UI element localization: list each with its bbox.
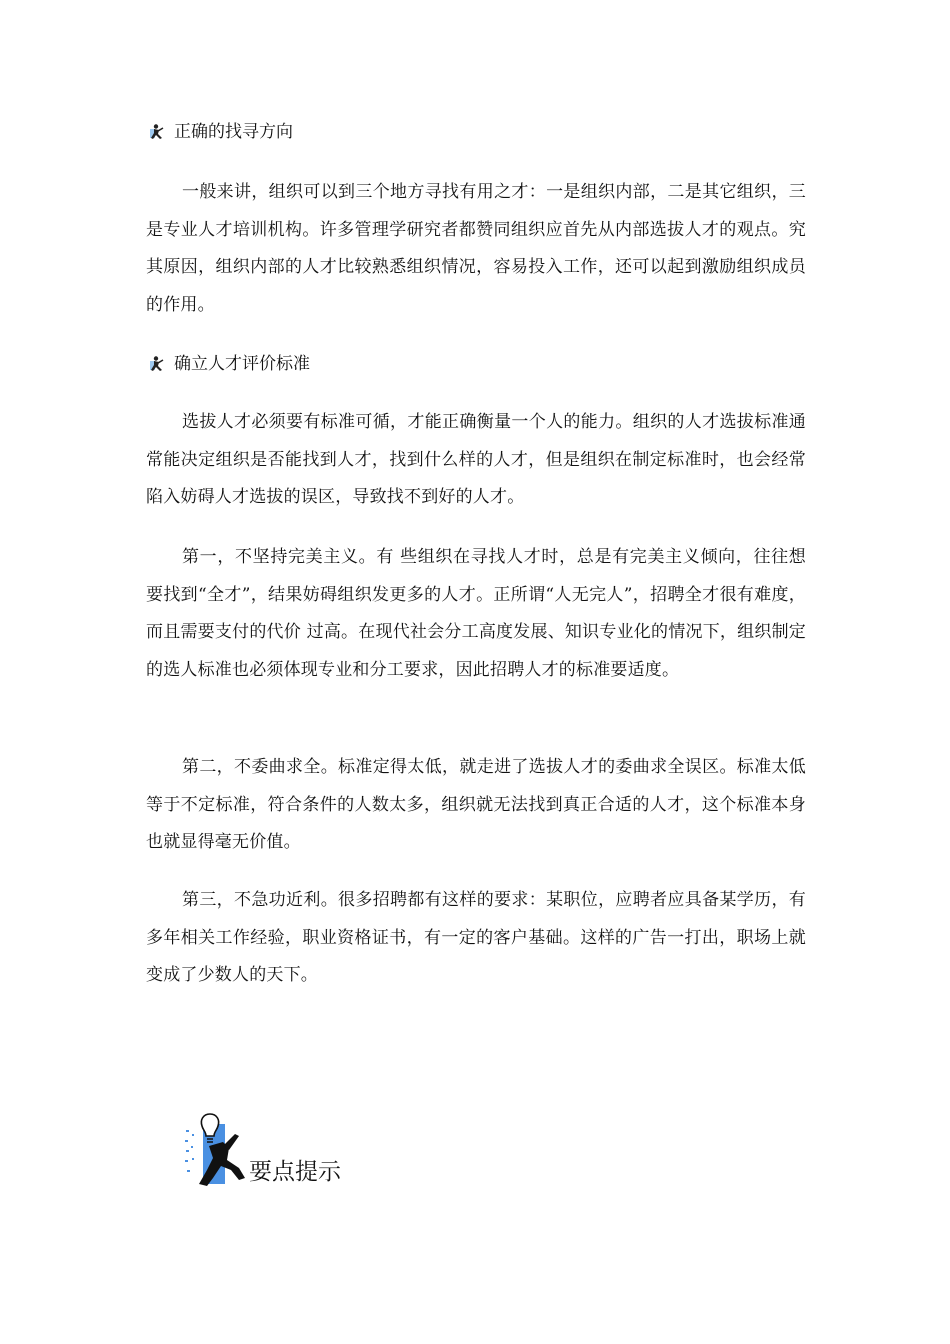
key-points-tip: [183, 1112, 383, 1192]
section-heading-text: 正确的找寻方向: [174, 122, 293, 142]
paragraph: 选拔人才必须要有标准可循，才能正确衡量一个人的能力。组织的人才选拔标准通常能决定组织是否能找到人才，找到什么样的人才，但是组织在制定标准时，也会经常陷入妨碍人才选拔的误区，导致找不到好的人才。: [146, 412, 806, 507]
paragraph: 第三，不急功近利。很多招聘都有这样的要求：某职位，应聘者应具备某学历，有多年相关工作经验，职业资格证书，有一定的客户基础。这样的广告一打出，职场上就变成了少数人的天下。: [146, 890, 806, 985]
climbing-figure-icon: [148, 355, 166, 373]
section-heading-2: [148, 354, 310, 374]
section-heading-text: 确立人才评价标准: [174, 354, 310, 374]
climbing-figure-icon: [148, 123, 166, 141]
lightbulb-runner-icon: [183, 1112, 249, 1188]
section-heading-1: [148, 122, 293, 142]
key-points-label: 要点提示: [249, 1159, 341, 1185]
paragraph: 一般来讲，组织可以到三个地方寻找有用之才：一是组织内部，二是其它组织，三是专业人才培训机构。许多管理学研究者都赞同组织应首先从内部选拔人才的观点。究其原因，组织内部的人才比较熟悉组织情况，容易投入工作，还可以起到激励组织成员的作用。: [146, 182, 806, 315]
paragraph: 第一，不坚持完美主义。有 些组织在寻找人才时，总是有完美主义倾向，往往想要找到“全才”，结果妨碍组织发更多的人才。正所谓“人无完人”，招聘全才很有难度，而且需要支付的代价 过高。在现代社会分工高度发展、知识专业化的情况下，组织制定的选人标准也必须体现专业和分工要求，因此招聘人才的标准要适度。: [146, 547, 806, 680]
paragraph: 第二，不委曲求全。标准定得太低，就走进了选拔人才的委曲求全误区。标准太低等于不定标准，符合条件的人数太多，组织就无法找到真正合适的人才，这个标准本身也就显得毫无价值。: [146, 757, 806, 852]
